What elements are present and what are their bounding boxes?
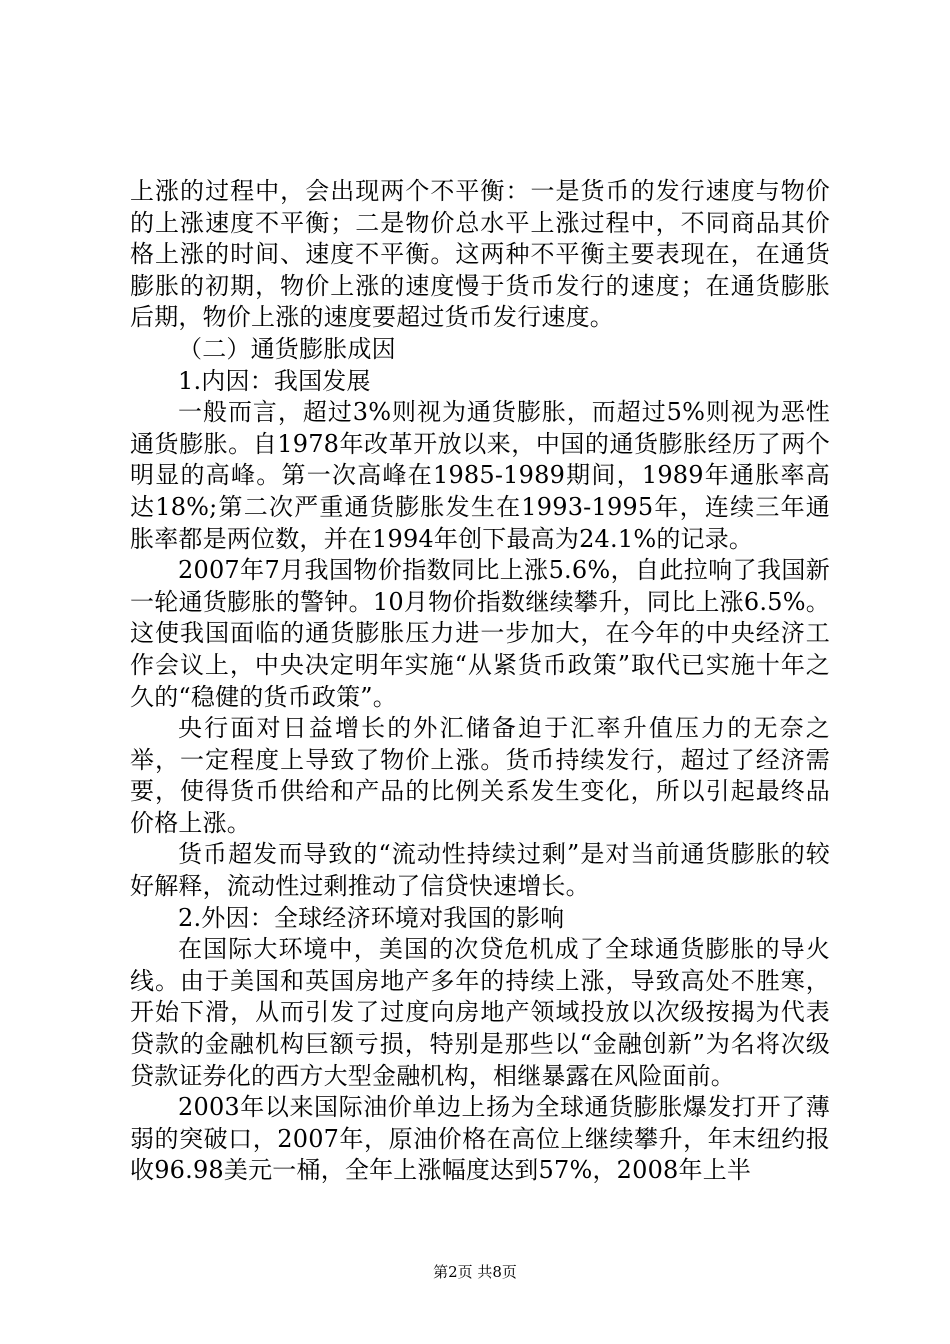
paragraph-excess-liquidity: 货币超发而导致的“流动性持续过剩”是对当前通货膨胀的较好解释，流动性过剩推动了信贷快速增长。 [130, 840, 830, 901]
paragraph-2007-price-index: 2007年7月我国物价指数同比上涨5.6%，自此拉响了我国新一轮通货膨胀的警钟。10月物价指数继续攀升，同比上涨6.5%。这使我国面临的通货膨胀压力进一步加大，在今年的中央经济工作会议上，中央决定明年实施“从紧货币政策”取代已实施十年之久的“稳健的货币政策”。 [130, 556, 830, 711]
paragraph-continuation: 上涨的过程中，会出现两个不平衡：一是货币的发行速度与物价的上涨速度不平衡；二是物价总水平上涨过程中，不同商品其价格上涨的时间、速度不平衡。这两种不平衡主要表现在，在通货膨胀的初期，物价上涨的速度慢于货币发行的速度；在通货膨胀后期，物价上涨的速度要超过货币发行速度。 [130, 177, 830, 332]
subheading-external-causes: 2.外因：全球经济环境对我国的影响 [178, 903, 565, 932]
paragraph-central-bank: 央行面对日益增长的外汇储备迫于汇率升值压力的无奈之举，一定程度上导致了物价上涨。货币持续发行，超过了经济需要，使得货币供给和产品的比例关系发生变化，所以引起最终品价格上涨。 [130, 714, 830, 837]
paragraph-subprime-crisis: 在国际大环境中，美国的次贷危机成了全球通货膨胀的导火线。由于美国和英国房地产多年的持续上涨，导致高处不胜寒，开始下滑，从而引发了过度向房地产领域投放以次级按揭为代表贷款的金融机构巨额亏损，特别是那些以“金融创新”为名将次级贷款证券化的西方大型金融机构，相继暴露在风险面前。 [130, 935, 830, 1090]
section-heading-causes: （二）通货膨胀成因 [178, 334, 396, 363]
page-number-footer: 第2页 共8页 [433, 1263, 517, 1281]
paragraph-oil-prices: 2003年以来国际油价单边上扬为全球通货膨胀爆发打开了薄弱的突破口，2007年，原油价格在高位上继续攀升，年末纽约报收96.98美元一桶，全年上涨幅度达到57%，2008年上半 [130, 1093, 830, 1185]
paragraph-inflation-history: 一般而言，超过3%则视为通货膨胀，而超过5%则视为恶性通货膨胀。自1978年改革开放以来，中国的通货膨胀经历了两个明显的高峰。第一次高峰在1985-1989期间，1989年通胀率高达18%;第二次严重通货膨胀发生在1993-1995年，连续三年通胀率都是两位数，并在1994年创下最高为24.1%的记录。 [130, 398, 830, 553]
subheading-internal-causes: 1.内因：我国发展 [178, 366, 371, 395]
document-body [130, 176, 830, 1187]
